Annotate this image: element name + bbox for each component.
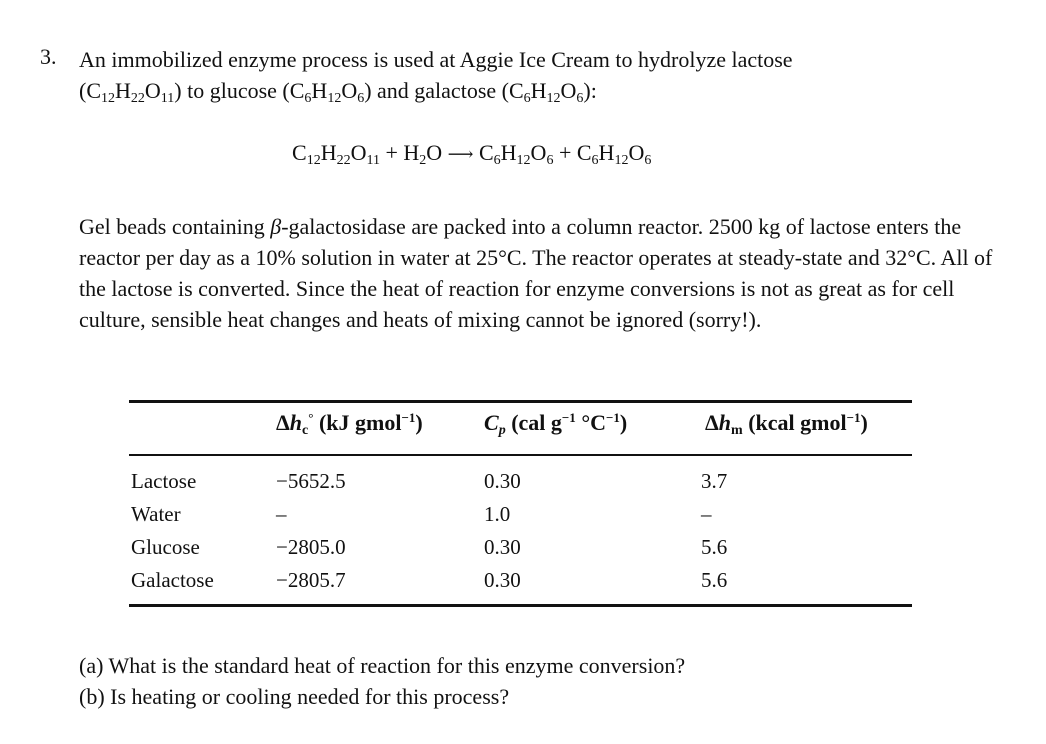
reaction-arrow: ⟶	[447, 144, 474, 165]
table-bottom-rule	[129, 604, 912, 607]
question-b: (b) Is heating or cooling needed for this process?	[79, 684, 510, 709]
row-hm: 3.7	[701, 469, 728, 493]
intro-line-2: $(C_{12}H_{22}O_{11})$ to glucose $(C_6H_{12}O_6)$ and galactose $(C_6H_{12}O_6)$:	[79, 78, 597, 106]
problem-description: Gel beads containing β-galactosidase are packed into a column reactor. 2500 kg of lactose enters the reactor per day as a 10% solution in water at 25°C. The reactor operates at steady-state and 32°C. All of the lactose is converted. Since the heat of reaction for enzyme conversions is not as great as for cell culture, sensible heat changes and heats of mixing cannot be ignored (sorry!).	[79, 214, 993, 332]
question-a: (a) What is the standard heat of reaction for this enzyme conversion?	[79, 653, 686, 678]
problem-intro	[79, 44, 979, 106]
reaction-equation: $C_{12}H_{22}O_{11} + H_2O$ ⟶ $C_6H_{12}O_6 + C_6H_{12}O_6$	[292, 140, 652, 168]
row-name: Galactose	[131, 568, 214, 592]
questions	[79, 650, 685, 712]
header-heat-capacity: $C_p$ (cal $g^{-1}$ $^\circ C^{-1}$)	[484, 410, 628, 438]
row-hm: –	[701, 502, 712, 526]
row-cp: 0.30	[484, 469, 521, 493]
row-name: Lactose	[131, 469, 197, 493]
row-hc: −2805.7	[276, 568, 346, 592]
row-cp: 0.30	[484, 535, 521, 559]
row-name: Glucose	[131, 535, 200, 559]
header-heat-of-mixing: $\Delta h_m$ (kcal gmol$^{-1}$)	[705, 410, 868, 438]
header-heat-of-combustion: $\Delta h_c^\circ$ (kJ gmol$^{-1}$)	[276, 410, 423, 438]
table-header-rule	[129, 454, 912, 456]
row-hm: 5.6	[701, 568, 728, 592]
row-hc: –	[276, 502, 287, 526]
problem-number: 3.	[40, 44, 57, 69]
row-cp: 0.30	[484, 568, 521, 592]
intro-line-1: An immobilized enzyme process is used at Aggie Ice Cream to hydrolyze lactose	[79, 47, 793, 72]
table-top-rule	[129, 400, 912, 403]
row-name: Water	[131, 502, 181, 526]
row-hc: −5652.5	[276, 469, 346, 493]
row-hc: −2805.0	[276, 535, 346, 559]
row-hm: 5.6	[701, 535, 728, 559]
row-cp: 1.0	[484, 502, 511, 526]
